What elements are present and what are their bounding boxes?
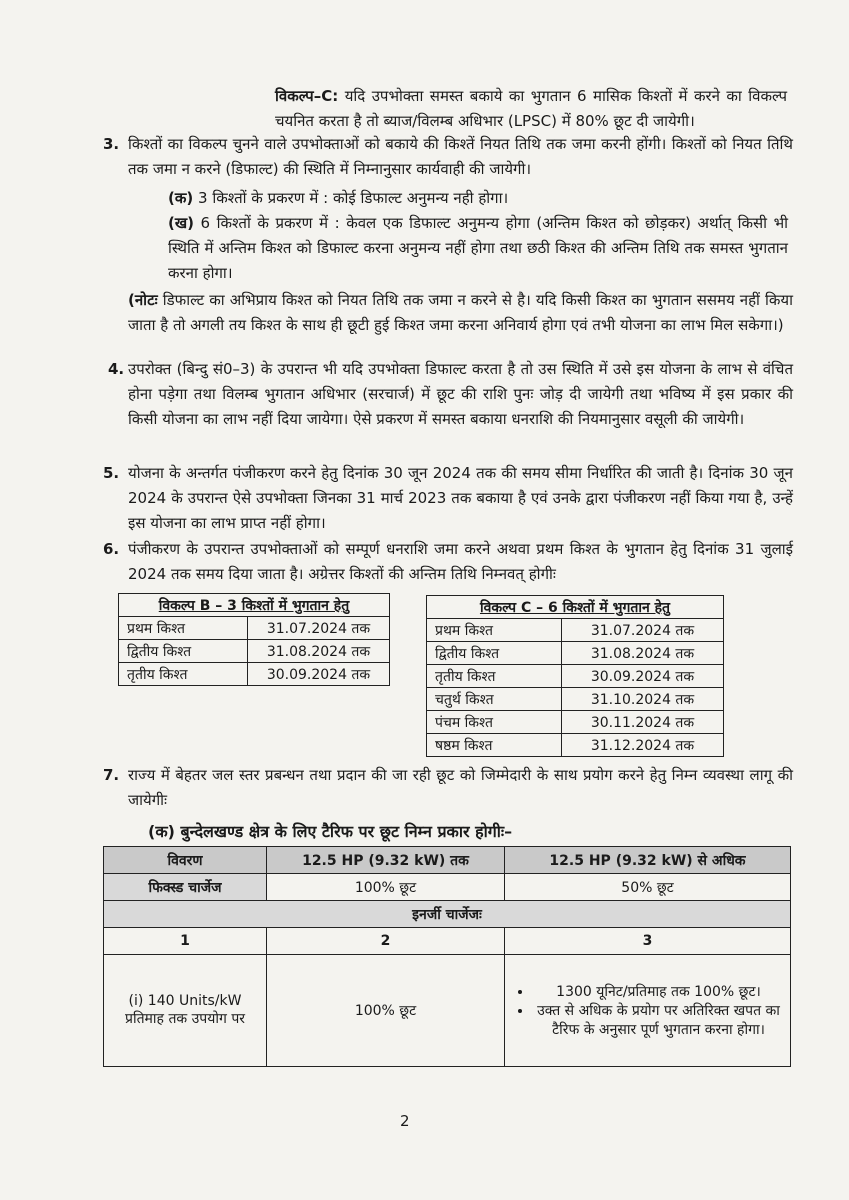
column-number: 1 xyxy=(104,928,267,955)
item-4-number: 4. xyxy=(108,360,125,378)
column-number: 2 xyxy=(267,928,505,955)
table-row xyxy=(119,617,390,640)
fixed-charges-upto: 100% छूट xyxy=(267,874,505,901)
list-item: • उक्त से अधिक के प्रयोग पर अतिरिक्त खपत का टैरिफ के अनुसार पूर्ण भुगतान करना होगा। xyxy=(533,1001,784,1039)
installment-date: 30.09.2024 तक xyxy=(248,663,390,686)
item-3-kha-label: (ख) xyxy=(168,214,194,232)
item-3-note-text: डिफाल्ट का अभिप्राय किश्त को नियत तिथि तक जमा न करने से है। यदि किसी किश्त का भुगतान ससमय नहीं किया जाता है तो अगली तय किश्त के साथ ही छूटी हुई किश्त जमा करना अनिवार्य होगा एवं तभी योजना का लाभ मिल सकेगा।) xyxy=(128,291,793,334)
page-number: 2 xyxy=(400,1112,410,1130)
energy-charges-label: इनर्जी चार्जेजः xyxy=(104,901,791,928)
option-b-table-title: विकल्प B – 3 किश्तों में भुगतान हेतु xyxy=(119,594,390,617)
item-3-number: 3. xyxy=(103,135,120,153)
installment-name: तृतीय किश्त xyxy=(427,665,562,688)
fixed-charges-label: फिक्स्ड चार्जेज xyxy=(104,874,267,901)
installment-date: 30.09.2024 तक xyxy=(562,665,724,688)
table-row xyxy=(427,642,724,665)
option-c-paragraph xyxy=(275,84,787,134)
option-c-label: विकल्प–C: xyxy=(275,87,339,105)
header-description: विवरण xyxy=(104,847,267,874)
item-5-number: 5. xyxy=(103,464,120,482)
option-b-installment-table xyxy=(118,593,390,686)
column-number-row xyxy=(104,928,791,955)
installment-date: 31.10.2024 तक xyxy=(562,688,724,711)
installment-name: तृतीय किश्त xyxy=(119,663,248,686)
item-3-text: किश्तों का विकल्प चुनने वाले उपभोक्ताओं को बकाये की किश्तें नियत तिथि तक जमा करनी होंगी। किश्तों को नियत तिथि तक जमा न करने (डिफाल्ट) की स्थिति में निम्नानुसार कार्यवाही की जायेगी। xyxy=(128,135,793,178)
installment-name: षष्ठम किश्त xyxy=(427,734,562,757)
bundelkhand-subheading: (क) बुन्देलखण्ड क्षेत्र के लिए टैरिफ पर छूट निम्न प्रकार होगीः– xyxy=(148,822,513,841)
bullet-list xyxy=(511,982,784,1039)
table-row xyxy=(427,734,724,757)
usage-condition: (i) 140 Units/kW प्रतिमाह तक उपयोग पर xyxy=(104,955,267,1067)
item-6-number: 6. xyxy=(103,540,120,558)
column-number: 3 xyxy=(505,928,791,955)
tariff-data-row xyxy=(104,955,791,1067)
item-6-text: पंजीकरण के उपरान्त उपभोक्ताओं को सम्पूर्ण धनराशि जमा करने अथवा प्रथम किश्त के भुगतान हेतु दिनांक 31 जुलाई 2024 तक समय दिया जाता है। अग्रेत्तर किश्तों की अन्तिम तिथि निम्नवत् होगीः xyxy=(128,540,793,583)
item-7-number: 7. xyxy=(103,766,120,784)
item-3-ka xyxy=(168,186,788,211)
item-7-text: राज्य में बेहतर जल स्तर प्रबन्धन तथा प्रदान की जा रही छूट को जिम्मेदारी के साथ प्रयोग करने हेतु निम्न व्यवस्था लागू की जायेगीः xyxy=(128,766,793,809)
item-3-note-label: (नोटः xyxy=(128,291,158,309)
table-row xyxy=(427,688,724,711)
table-row xyxy=(427,665,724,688)
table-row xyxy=(119,663,390,686)
option-c-text: यदि उपभोक्ता समस्त बकाये का भुगतान 6 मासिक किश्तों में करने का विकल्प चयनित करता है तो ब्याज/विलम्ब अधिभार (LPSC) में 80% छूट दी जायेगी। xyxy=(275,87,787,130)
installment-date: 31.08.2024 तक xyxy=(248,640,390,663)
item-4-text: उपरोक्त (बिन्दु सं0–3) के उपरान्त भी यदि उपभोक्ता डिफाल्ट करता है तो उस स्थिति में उसे इस योजना के लाभ से वंचित होना पड़ेगा तथा विलम्ब भुगतान अधिभार (सरचार्ज) में छूट की राशि पुनः जोड़ दी जायेगी तथा भविष्य में इस प्रकार की किसी योजना का लाभ नहीं दिया जायेगा। ऐसे प्रकरण में समस्त बकाया धनराशि की नियमानुसार वसूली की जायेगी। xyxy=(128,360,793,428)
table-row xyxy=(427,619,724,642)
item-3-ka-text: 3 किश्तों के प्रकरण में : कोई डिफाल्ट अनुमन्य नही होगा। xyxy=(198,189,509,207)
usage-upto-discount: 100% छूट xyxy=(267,955,505,1067)
header-above-12-5hp: 12.5 HP (9.32 kW) से अधिक xyxy=(505,847,791,874)
list-item: • 1300 यूनिट/प्रतिमाह तक 100% छूट। xyxy=(533,982,784,1001)
item-3-kha-text: 6 किश्तों के प्रकरण में : केवल एक डिफाल्ट अनुमन्य होगा (अन्तिम किश्त को छोड़कर) अर्थात् किसी भी स्थिति में अन्तिम किश्त को डिफाल्ट करना अनुमन्य नहीं होगा तथा छठी किश्त की अन्तिम तिथि तक समस्त भुगतान करना होगा। xyxy=(168,214,788,282)
installment-name: प्रथम किश्त xyxy=(119,617,248,640)
fixed-charges-above: 50% छूट xyxy=(505,874,791,901)
option-c-installment-table xyxy=(426,595,724,757)
installment-name: द्वितीय किश्त xyxy=(427,642,562,665)
fixed-charges-row xyxy=(104,874,791,901)
option-c-table-title: विकल्प C – 6 किश्तों में भुगतान हेतु xyxy=(427,596,724,619)
installment-name: पंचम किश्त xyxy=(427,711,562,734)
item-3-kha xyxy=(168,211,788,286)
header-upto-12-5hp: 12.5 HP (9.32 kW) तक xyxy=(267,847,505,874)
item-3-ka-label: (क) xyxy=(168,189,194,207)
usage-above-discount xyxy=(505,955,791,1067)
tariff-table xyxy=(103,846,791,1067)
installment-date: 30.11.2024 तक xyxy=(562,711,724,734)
installment-date: 31.12.2024 तक xyxy=(562,734,724,757)
tariff-header-row xyxy=(104,847,791,874)
energy-charges-row xyxy=(104,901,791,928)
table-row xyxy=(119,640,390,663)
installment-name: चतुर्थ किश्त xyxy=(427,688,562,711)
item-3-note xyxy=(128,288,793,338)
installment-name: प्रथम किश्त xyxy=(427,619,562,642)
installment-date: 31.08.2024 तक xyxy=(562,642,724,665)
table-row xyxy=(427,711,724,734)
installment-date: 31.07.2024 तक xyxy=(248,617,390,640)
installment-date: 31.07.2024 तक xyxy=(562,619,724,642)
installment-name: द्वितीय किश्त xyxy=(119,640,248,663)
item-5-text: योजना के अन्तर्गत पंजीकरण करने हेतु दिनांक 30 जून 2024 तक की समय सीमा निर्धारित की जाती है। दिनांक 30 जून 2024 के उपरान्त ऐसे उपभोक्ता जिनका 31 मार्च 2023 तक बकाया है एवं उनके द्वारा पंजीकरण नहीं किया गया है, उन्हें इस योजना का लाभ प्राप्त नहीं होगा। xyxy=(128,464,793,532)
